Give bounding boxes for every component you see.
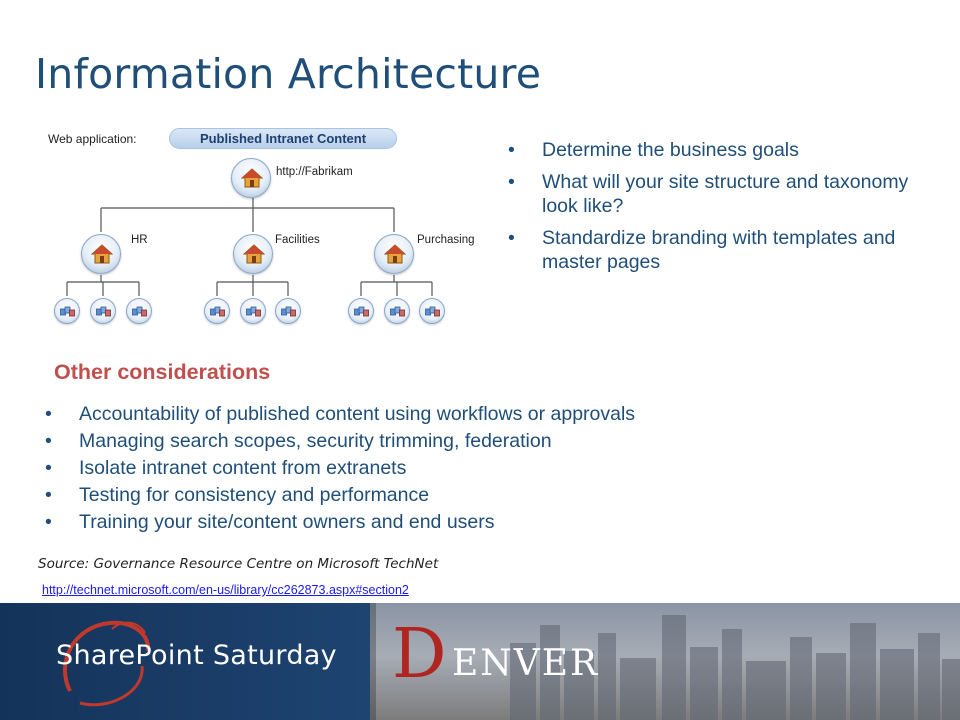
subsite-node xyxy=(419,298,445,324)
pages-icon xyxy=(96,306,111,317)
goals-list xyxy=(508,138,948,282)
web-application-name-badge: Published Intranet Content xyxy=(169,128,397,149)
pages-icon xyxy=(281,306,296,317)
event-banner xyxy=(0,603,960,720)
child-site-node-facilities xyxy=(233,234,273,274)
slide-title: Information Architecture xyxy=(35,50,542,98)
child-site-label-purchasing: Purchasing xyxy=(417,234,475,246)
subsite-node xyxy=(54,298,80,324)
subsite-node xyxy=(348,298,374,324)
pages-icon xyxy=(246,306,261,317)
denver-logo-initial: D xyxy=(392,615,447,694)
subsite-node xyxy=(90,298,116,324)
house-icon xyxy=(384,243,406,265)
subsite-node xyxy=(204,298,230,324)
subsite-node xyxy=(384,298,410,324)
other-considerations-heading: Other considerations xyxy=(54,360,271,384)
subsite-node xyxy=(275,298,301,324)
web-application-label: Web application: xyxy=(48,132,137,146)
goal-item: • Standardize branding with templates and master pages xyxy=(508,226,948,274)
pages-icon xyxy=(210,306,225,317)
consideration-item: • Managing search scopes, security trimming, federation xyxy=(45,428,925,455)
subsite-node xyxy=(240,298,266,324)
pages-icon xyxy=(132,306,147,317)
site-hierarchy-diagram xyxy=(45,122,495,332)
subsite-node xyxy=(126,298,152,324)
pages-icon xyxy=(390,306,405,317)
source-citation: Source: Governance Resource Centre on Microsoft TechNet xyxy=(38,556,439,572)
consideration-item: • Accountability of published content using workflows or approvals xyxy=(45,401,925,428)
house-icon xyxy=(241,167,263,189)
goal-item: • What will your site structure and taxonomy look like? xyxy=(508,170,948,218)
house-icon xyxy=(91,243,113,265)
sharepoint-saturday-logo: SharePoint Saturday xyxy=(56,640,337,671)
pages-icon xyxy=(60,306,75,317)
pages-icon xyxy=(354,306,369,317)
goal-item: • Determine the business goals xyxy=(508,138,948,162)
child-site-node-hr xyxy=(81,234,121,274)
child-site-node-purchasing xyxy=(374,234,414,274)
source-link[interactable]: http://technet.microsoft.com/en-us/library/cc262873.aspx#section2 xyxy=(42,583,409,597)
considerations-list xyxy=(45,401,925,536)
consideration-item: • Testing for consistency and performance xyxy=(45,482,925,509)
house-icon xyxy=(243,243,265,265)
root-site-label: http://Fabrikam xyxy=(276,166,353,178)
root-site-node xyxy=(231,158,271,198)
child-site-label-facilities: Facilities xyxy=(275,234,320,246)
child-site-label-hr: HR xyxy=(131,234,148,246)
pages-icon xyxy=(425,306,440,317)
consideration-item: • Training your site/content owners and end users xyxy=(45,509,925,536)
consideration-item: • Isolate intranet content from extranets xyxy=(45,455,925,482)
denver-logo-text: ENVER xyxy=(452,643,600,684)
